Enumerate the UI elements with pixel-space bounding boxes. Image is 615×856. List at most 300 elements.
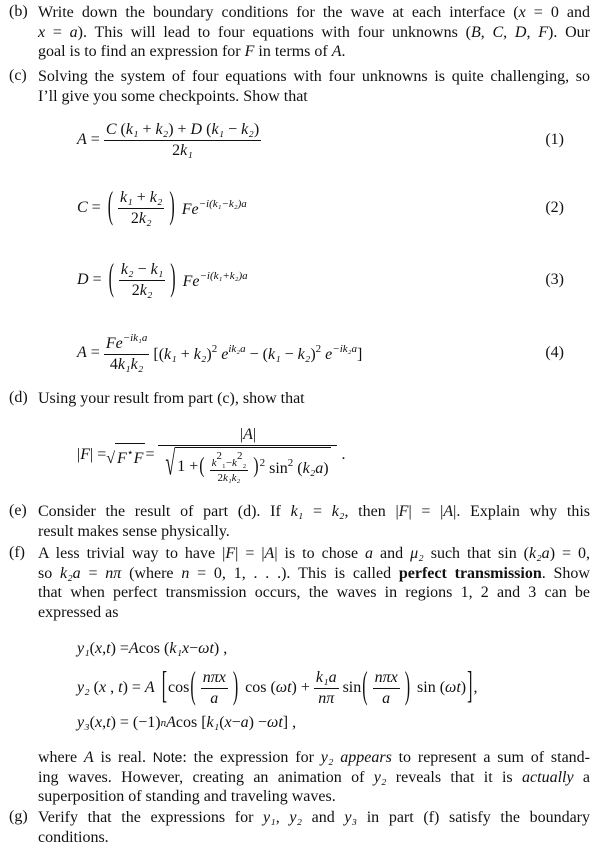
text-run: ): [323, 459, 329, 477]
text-run: k₂: [149, 188, 163, 206]
text-run: =: [145, 446, 155, 463]
text-run: e: [325, 345, 333, 363]
text-run: =: [86, 344, 100, 361]
text-run: (where: [121, 564, 182, 582]
text-run: k₁: [125, 120, 139, 138]
square-root: √ F⋆F: [106, 443, 145, 468]
eq-lhs: [77, 344, 100, 362]
text-run: −: [231, 714, 241, 731]
numerator: [314, 669, 339, 689]
text-run: is real.: [93, 749, 153, 766]
fraction: [158, 426, 337, 484]
text-run: n: [160, 717, 167, 729]
text-run: ωt: [445, 679, 461, 696]
text-run: 1 +: [177, 458, 199, 475]
text-run: | =: [89, 446, 107, 463]
fraction: [373, 669, 400, 708]
fraction: [118, 189, 164, 228]
denominator: [129, 209, 154, 228]
text-run: in terms of: [254, 43, 332, 60]
text-run: B: [470, 23, 481, 41]
text-run: 2: [130, 209, 139, 227]
text-run: .: [341, 43, 346, 60]
bracket: [: [161, 666, 168, 708]
text-run: k: [211, 457, 217, 469]
text-line: [38, 603, 590, 623]
text-line: [38, 828, 590, 848]
eq-lhs: [77, 271, 102, 289]
text-run: ) =: [122, 679, 145, 696]
equation-number: (2): [545, 199, 564, 216]
text-run: C: [492, 23, 504, 41]
text-run: k₁x: [169, 640, 190, 657]
text-run: a: [240, 714, 249, 731]
text-run: result makes sense physically.: [38, 522, 230, 540]
text-run: =: [86, 131, 100, 148]
numerator: [158, 426, 337, 446]
text-run: C: [77, 199, 88, 216]
text-run: k₂: [193, 345, 207, 363]
text-run: ,: [503, 23, 515, 41]
denominator: [130, 281, 155, 300]
text-run: A: [83, 749, 94, 766]
text-run: k₁: [211, 120, 225, 138]
text-run: I’ll give you some checkpoints. Show that: [38, 87, 308, 105]
text-run: k₁: [206, 714, 220, 731]
text-run: = 0, 1, . . .). This is called: [189, 564, 399, 582]
text-run: k₂a: [529, 545, 550, 562]
text-run: A: [77, 131, 87, 148]
text-line: [38, 748, 590, 768]
text-run: k₁k₂: [222, 472, 241, 484]
eq-tail: [182, 198, 247, 219]
text-run: F: [80, 446, 90, 463]
equation-y1: [77, 638, 227, 660]
text-run: k: [232, 457, 237, 469]
text-run: ,: [102, 714, 107, 731]
text-run: k₂a: [302, 459, 324, 477]
paren: ): [404, 666, 411, 708]
text-run: k₂: [155, 120, 169, 138]
text-run: 2: [131, 281, 140, 299]
text-run: (: [89, 714, 95, 731]
text-run: −: [280, 345, 298, 363]
text-run: =: [88, 271, 102, 288]
text-run: such that sin (: [423, 545, 530, 562]
text-run: ): [253, 120, 260, 138]
eq-lhs: [77, 131, 100, 149]
text-run: −: [133, 260, 151, 278]
text-line: [38, 42, 590, 62]
text-line: [38, 67, 590, 87]
text-run: in part (f) satisfy the boundary: [357, 809, 590, 826]
numerator: [201, 669, 228, 689]
text-line: [38, 564, 590, 584]
text-run: ) = (−1): [110, 714, 161, 731]
part-b-text: [38, 3, 590, 62]
text-run: k₂: [297, 345, 311, 363]
denominator: [380, 689, 392, 708]
text-run: F: [133, 449, 144, 467]
paren: ): [232, 666, 239, 708]
text-run: nπx: [202, 668, 226, 686]
eq-mid: [245, 679, 310, 697]
text-run: 2: [216, 450, 222, 462]
text-run: k₂: [139, 281, 153, 299]
text-run: ₂: [242, 457, 247, 469]
text-run: expressed as: [38, 603, 119, 621]
text-run: 2: [211, 342, 218, 355]
den-pre: [177, 458, 198, 476]
paren: ): [169, 186, 175, 228]
part-e-text: [38, 502, 590, 541]
text-run: ): [460, 679, 467, 696]
text-line: [38, 3, 590, 23]
part-label: (c): [9, 67, 27, 84]
text-run: ] ,: [282, 714, 297, 731]
denominator: [208, 689, 220, 708]
text-run: −: [224, 120, 242, 138]
text-run: ,: [480, 23, 493, 41]
text-run: y₃: [77, 714, 90, 731]
text-run: cos (: [138, 640, 170, 657]
text-run: = 0 and: [525, 4, 591, 21]
text-run: (: [89, 640, 95, 657]
text-run: 2: [287, 456, 294, 469]
equation-3: [77, 257, 590, 303]
text-line: [38, 768, 590, 788]
text-run: t: [106, 640, 111, 657]
part-label: (e): [9, 502, 27, 519]
text-run: +: [132, 188, 150, 206]
equation-4: [77, 330, 590, 376]
denominator: [163, 446, 332, 484]
text-run: x: [95, 714, 103, 731]
numerator: [118, 189, 164, 209]
text-run: =: [45, 23, 70, 41]
text-run: Write down the boundary conditions for the wave at each interface (: [38, 4, 519, 21]
text-run: ) +: [291, 679, 310, 696]
text-run: Fe: [182, 272, 200, 290]
text-run: −: [225, 457, 233, 469]
denominator: [316, 689, 336, 708]
text-run: k₁: [290, 503, 304, 520]
text-line: [38, 583, 590, 603]
eq-tail: [153, 343, 362, 364]
text-run: ₁: [221, 457, 226, 469]
equation-number: (1): [545, 131, 564, 148]
text-run: x: [518, 4, 526, 21]
text-run: ): [310, 345, 316, 363]
text-run: F: [398, 503, 409, 520]
text-run: reveals that it is: [386, 768, 523, 786]
eq-lhs: [77, 679, 155, 697]
text-run: Fe: [181, 200, 199, 218]
text-run: Consider the result of part (d). If: [38, 503, 291, 520]
part-f-note-text: [38, 748, 590, 807]
part-g-text: [38, 808, 590, 847]
text-run: sin: [342, 679, 362, 696]
part-label: (d): [9, 389, 28, 406]
text-run: k₂: [120, 260, 134, 278]
text-run: x: [95, 640, 103, 657]
paren: (: [107, 186, 114, 228]
text-run: =: [87, 199, 101, 216]
text-run: A less trivial way to have |: [38, 545, 226, 562]
text-run: Verify that the expressions for: [38, 809, 264, 826]
eq-tail: [183, 270, 248, 291]
part-label: (b): [9, 3, 28, 20]
text-run: A: [443, 503, 454, 520]
part-d-text: [38, 389, 590, 409]
text-run: sin (: [417, 679, 446, 696]
paren: (: [362, 666, 368, 708]
text-run: A: [166, 714, 176, 731]
text-run: and: [302, 809, 345, 826]
text-run: k₂: [138, 209, 152, 227]
text-run: Solving the system of four equations with four unknowns is quite challenging, so: [38, 68, 590, 85]
text-run: x: [38, 23, 46, 41]
text-run: 2: [217, 472, 223, 484]
numerator: [373, 669, 400, 689]
text-run: y₂: [320, 749, 334, 766]
text-run: ]: [356, 345, 363, 363]
paren: (: [190, 666, 196, 708]
numerator: [104, 332, 150, 355]
equals: [145, 446, 154, 464]
text-run: k₂a: [60, 564, 81, 582]
text-run: [(: [153, 345, 165, 363]
comma: [473, 679, 477, 697]
text-run: −i(k₁−k₂)a: [198, 197, 247, 210]
text-run: . Show: [541, 564, 590, 582]
equation-number: (4): [545, 344, 564, 361]
text-run: 2: [259, 456, 266, 469]
part-c-text: [38, 67, 590, 106]
text-run: cos (: [245, 679, 276, 696]
eq-lhs: [77, 199, 101, 217]
bracket: ]: [467, 666, 473, 708]
sin: [343, 679, 362, 697]
text-run: nπ: [105, 564, 122, 582]
text-run: cos: [168, 679, 190, 696]
equation-1: [77, 118, 590, 162]
text-run: y₃: [344, 809, 358, 826]
text-run: | = |: [235, 545, 265, 562]
text-run: |: [77, 446, 81, 463]
text-run: : the expression for: [182, 749, 321, 766]
text-run: ,: [106, 679, 119, 696]
text-run: A: [243, 426, 253, 443]
numerator: [210, 450, 249, 471]
text-run: nπ: [318, 689, 335, 707]
text-run: (: [202, 120, 212, 138]
text-run: k₂: [241, 120, 254, 138]
inner-fraction: [210, 450, 249, 484]
text-run: x: [99, 679, 107, 696]
text-run: −ik₂a: [332, 342, 357, 355]
text-run: Note: [152, 749, 183, 765]
text-run: k₁: [164, 345, 177, 363]
text-run: −: [189, 640, 199, 657]
text-run: ) +: [168, 120, 191, 138]
text-line: [38, 522, 590, 542]
numerator: [104, 121, 261, 141]
text-run: k₁a: [315, 668, 337, 686]
text-run: k₁: [267, 345, 281, 363]
text-run: D: [77, 271, 89, 288]
text-run: F: [538, 23, 549, 41]
fraction: [119, 261, 165, 300]
part-f-text: [38, 544, 590, 622]
denominator: [215, 471, 242, 484]
text-run: =: [80, 564, 106, 582]
paren: ): [170, 258, 176, 300]
radicand: [115, 443, 145, 468]
denominator: [170, 141, 195, 160]
text-run: ,: [275, 809, 290, 826]
text-run: so: [38, 564, 61, 582]
paren: (: [108, 258, 114, 300]
text-run: ). Our: [548, 23, 591, 41]
eq-lhs: [77, 446, 106, 464]
text-run: e: [221, 345, 229, 363]
text-run: 2: [315, 342, 322, 355]
fraction: [201, 669, 228, 708]
cos: [168, 679, 189, 697]
text-run: n: [181, 564, 190, 582]
text-run: y₂: [77, 679, 90, 696]
text-run: x: [224, 714, 232, 731]
text-run: D: [190, 120, 203, 138]
text-run: to represent a sum of stand-: [391, 749, 590, 766]
text-run: y₂: [373, 768, 387, 786]
text-run: ing waves. However, creating an animation of: [38, 768, 374, 786]
denominator: [108, 355, 145, 374]
part-label: (f): [9, 544, 25, 561]
numerator: [119, 261, 165, 281]
equation-y3: [77, 712, 296, 734]
text-run: a: [382, 689, 391, 707]
text-run: ) =: [110, 640, 129, 657]
text-run: goal is to find an expression for: [38, 43, 245, 60]
text-line: [38, 544, 590, 564]
text-run: a: [210, 689, 219, 707]
text-run: k₁: [120, 188, 133, 206]
text-run: nπx: [374, 668, 398, 686]
equation-y2: [77, 665, 477, 711]
text-run: that when perfect transmission occurs, the waves in regions 1, 2 and 3 can be: [38, 584, 590, 601]
text-run: |: [252, 426, 257, 443]
text-run: | is to chose: [274, 545, 366, 562]
text-run: 2: [236, 450, 243, 462]
text-run: −ik₁a: [122, 332, 148, 344]
text-line: [38, 23, 590, 43]
text-run: A: [264, 545, 275, 562]
text-run: ) = 0,: [549, 545, 591, 562]
text-run: superposition of standing and traveling waves.: [38, 788, 336, 805]
text-run: ωt: [198, 640, 214, 657]
text-run: +: [176, 345, 194, 363]
text-run: ). This will lead to four equations with four unknowns (: [77, 23, 471, 41]
equation-2: [77, 185, 590, 231]
text-run: (: [293, 459, 303, 477]
text-run: | = |: [408, 503, 444, 520]
text-run: (: [89, 679, 99, 696]
text-run: 2: [172, 141, 181, 159]
text-run: y₁: [263, 809, 276, 826]
text-run: A: [128, 640, 139, 657]
text-run: Using your result from part (c), show that: [38, 390, 305, 407]
text-run: 4: [109, 356, 118, 373]
den-post: [260, 457, 329, 478]
text-run: ωt: [267, 714, 283, 731]
text-run: , then |: [344, 503, 399, 520]
text-run: ,: [526, 23, 539, 41]
square-root: √ 1 + ( $\frac{\text{k2₁−k2₂}}{\text{2k₁k₂}}$ ) $^2$ $\sin^2 (k_2a)$: [165, 444, 329, 484]
text-run: −i(k₁+k₂)a: [199, 269, 248, 282]
text-line: [38, 808, 590, 828]
text-run: ⋆: [126, 446, 134, 459]
equation-number: (3): [545, 271, 564, 288]
text-run: A: [331, 43, 342, 60]
text-run: k₂: [331, 503, 345, 520]
period: [341, 446, 345, 464]
fraction: [314, 669, 339, 708]
text-run: appears: [340, 749, 392, 766]
fraction: [104, 121, 261, 160]
text-run: A: [77, 344, 87, 361]
text-run: where: [38, 749, 84, 766]
text-run: perfect transmission: [398, 564, 542, 582]
text-run: sin: [265, 459, 288, 477]
text-run: conditions.: [38, 828, 109, 846]
text-run: a: [365, 545, 374, 562]
text-run: (: [219, 714, 225, 731]
text-line: [38, 389, 590, 409]
text-run: ) −: [248, 714, 268, 731]
text-line: [38, 502, 590, 522]
text-run: F: [244, 43, 255, 60]
text-run: a: [69, 23, 78, 41]
text-run: F: [117, 449, 127, 467]
text-run: A: [144, 679, 155, 696]
text-line: [38, 87, 590, 107]
text-run: and: [373, 545, 411, 562]
eq-end: [417, 679, 466, 697]
text-run: ωt: [275, 679, 292, 696]
fraction: [104, 332, 150, 374]
text-run: cos [: [175, 714, 207, 731]
text-run: F: [225, 545, 236, 562]
text-run: (: [116, 120, 126, 138]
text-run: C: [105, 120, 117, 138]
text-run: ,: [473, 679, 478, 696]
text-line: [38, 787, 590, 807]
text-run: .: [341, 446, 346, 463]
text-run: |: [239, 426, 244, 443]
text-run: ,: [102, 640, 107, 657]
text-run: |. Explain why this: [453, 503, 591, 520]
text-run: =: [303, 503, 332, 520]
text-run: k₁: [150, 260, 164, 278]
text-run: t: [118, 679, 123, 696]
part-label: (g): [9, 808, 28, 825]
text-run: μ₂: [410, 545, 424, 562]
text-run: +: [138, 120, 156, 138]
text-run: k₁k₂: [117, 356, 144, 373]
text-run: y₂: [289, 809, 303, 826]
